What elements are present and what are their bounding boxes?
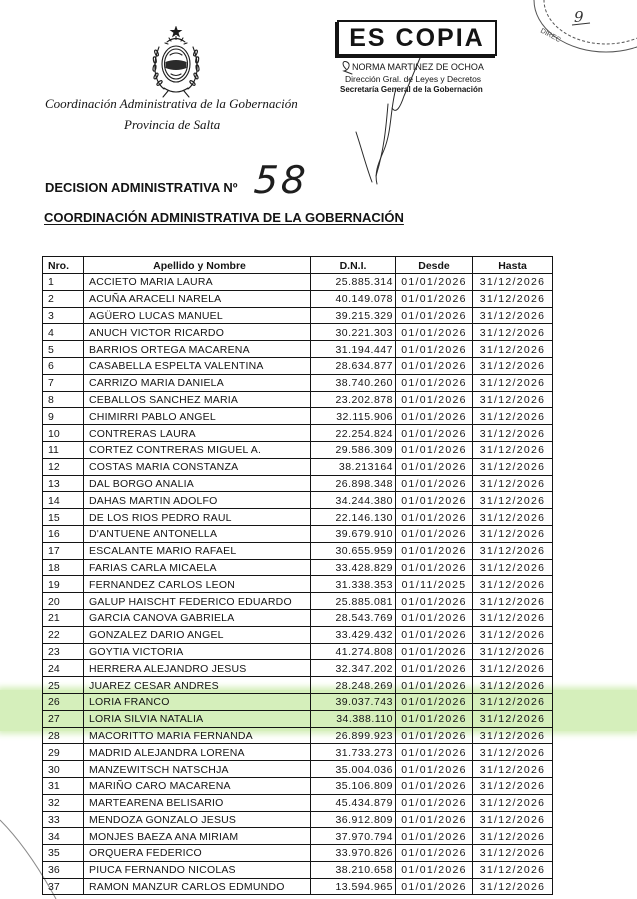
row-number: 9	[43, 408, 84, 425]
row-name: ACUÑA ARACELI NARELA	[84, 291, 311, 308]
office-name: Coordinación Administrativa de la Gobernación	[45, 96, 298, 111]
row-number: 33	[43, 812, 84, 829]
row-start-date: 01/01/2026	[396, 341, 473, 358]
row-end-date: 31/12/2026	[473, 526, 553, 543]
row-dni: 36.912.809	[311, 812, 396, 829]
row-dni: 35.106.809	[311, 778, 396, 795]
province-name: Provincia de Salta	[124, 117, 221, 132]
row-dni: 28.634.877	[311, 358, 396, 375]
row-number: 17	[43, 543, 84, 560]
row-name: PIUCA FERNANDO NICOLAS	[84, 862, 311, 879]
row-dni: 28.248.269	[311, 677, 396, 694]
row-dni: 41.274.808	[311, 644, 396, 661]
row-dni: 25.885.314	[311, 274, 396, 291]
row-name: ESCALANTE MARIO RAFAEL	[84, 543, 311, 560]
row-number: 37	[43, 879, 84, 896]
row-name: GONZALEZ DARIO ANGEL	[84, 627, 311, 644]
row-name: HERRERA ALEJANDRO JESUS	[84, 660, 311, 677]
row-start-date: 01/01/2026	[396, 425, 473, 442]
row-start-date: 01/01/2026	[396, 744, 473, 761]
page-heading: COORDINACIÓN ADMINISTRATIVA DE LA GOBERNACIÓN	[44, 210, 404, 225]
row-name: GOYTIA VICTORIA	[84, 644, 311, 661]
row-name: ANUCH VICTOR RICARDO	[84, 324, 311, 341]
row-number: 18	[43, 560, 84, 577]
row-number: 22	[43, 627, 84, 644]
row-name: AGÜERO LUCAS MANUEL	[84, 308, 311, 325]
row-dni: 38.740.260	[311, 375, 396, 392]
row-name: DAL BORGO ANALIA	[84, 476, 311, 493]
row-end-date: 31/12/2026	[473, 862, 553, 879]
row-dni: 13.594.965	[311, 879, 396, 896]
row-dni: 31.338.353	[311, 576, 396, 593]
row-end-date: 31/12/2026	[473, 543, 553, 560]
row-dni: 33.970.826	[311, 845, 396, 862]
row-name: DE LOS RIOS PEDRO RAUL	[84, 509, 311, 526]
row-end-date: 31/12/2026	[473, 660, 553, 677]
row-name: MACORITTO MARIA FERNANDA	[84, 728, 311, 745]
row-end-date: 31/12/2026	[473, 828, 553, 845]
row-end-date: 31/12/2026	[473, 761, 553, 778]
row-end-date: 31/12/2026	[473, 560, 553, 577]
row-dni: 28.543.769	[311, 610, 396, 627]
row-name: RAMON MANZUR CARLOS EDMUNDO	[84, 879, 311, 896]
row-start-date: 01/01/2026	[396, 509, 473, 526]
row-name: ORQUERA FEDERICO	[84, 845, 311, 862]
copy-stamp-department: Secretaría General de la Gobernación	[340, 85, 483, 94]
row-start-date: 01/01/2026	[396, 476, 473, 493]
row-end-date: 31/12/2026	[473, 408, 553, 425]
row-name: DAHAS MARTIN ADOLFO	[84, 492, 311, 509]
row-start-date: 01/01/2026	[396, 627, 473, 644]
row-start-date: 01/01/2026	[396, 879, 473, 896]
row-number: 21	[43, 610, 84, 627]
row-dni: 26.898.348	[311, 476, 396, 493]
row-dni: 23.202.878	[311, 392, 396, 409]
row-start-date: 01/01/2026	[396, 644, 473, 661]
row-end-date: 31/12/2026	[473, 308, 553, 325]
row-start-date: 01/01/2026	[396, 593, 473, 610]
row-start-date: 01/01/2026	[396, 677, 473, 694]
row-end-date: 31/12/2026	[473, 795, 553, 812]
row-dni: 38.210.658	[311, 862, 396, 879]
row-dni: 34.388.110	[311, 711, 396, 728]
row-end-date: 31/12/2026	[473, 778, 553, 795]
row-name: CEBALLOS SANCHEZ MARIA	[84, 392, 311, 409]
row-number: 26	[43, 694, 84, 711]
row-start-date: 01/01/2026	[396, 728, 473, 745]
row-start-date: 01/01/2026	[396, 291, 473, 308]
row-name: MONJES BAEZA ANA MIRIAM	[84, 828, 311, 845]
row-start-date: 01/01/2026	[396, 358, 473, 375]
row-dni: 34.244.380	[311, 492, 396, 509]
row-dni: 22.254.824	[311, 425, 396, 442]
row-number: 34	[43, 828, 84, 845]
row-start-date: 01/01/2026	[396, 324, 473, 341]
column-header-start: Desde	[396, 257, 473, 274]
row-number: 29	[43, 744, 84, 761]
row-dni: 29.586.309	[311, 442, 396, 459]
row-number: 16	[43, 526, 84, 543]
row-dni: 32.115.906	[311, 408, 396, 425]
row-dni: 45.434.879	[311, 795, 396, 812]
row-name: ACCIETO MARIA LAURA	[84, 274, 311, 291]
row-number: 30	[43, 761, 84, 778]
row-number: 28	[43, 728, 84, 745]
assignment-table	[42, 256, 553, 895]
row-start-date: 01/01/2026	[396, 392, 473, 409]
row-number: 24	[43, 660, 84, 677]
row-end-date: 31/12/2026	[473, 425, 553, 442]
row-dni: 33.428.829	[311, 560, 396, 577]
row-dni: 30.221.303	[311, 324, 396, 341]
folio-number: 9	[574, 8, 584, 26]
row-name: JUAREZ CESAR ANDRES	[84, 677, 311, 694]
row-name: COSTAS MARIA CONSTANZA	[84, 459, 311, 476]
row-dni: 39.037.743	[311, 694, 396, 711]
row-number: 14	[43, 492, 84, 509]
row-start-date: 01/01/2026	[396, 610, 473, 627]
row-dni: 39.215.329	[311, 308, 396, 325]
row-name: CONTRERAS LAURA	[84, 425, 311, 442]
row-dni: 30.655.959	[311, 543, 396, 560]
row-end-date: 31/12/2026	[473, 610, 553, 627]
row-end-date: 31/12/2026	[473, 711, 553, 728]
row-number: 36	[43, 862, 84, 879]
row-dni: 31.733.273	[311, 744, 396, 761]
row-number: 35	[43, 845, 84, 862]
column-header-end: Hasta	[473, 257, 553, 274]
row-number: 23	[43, 644, 84, 661]
decision-number: 58	[252, 158, 310, 202]
row-start-date: 01/01/2026	[396, 660, 473, 677]
row-start-date: 01/01/2026	[396, 274, 473, 291]
row-number: 32	[43, 795, 84, 812]
row-name: LORIA SILVIA NATALIA	[84, 711, 311, 728]
row-dni: 22.146.130	[311, 509, 396, 526]
row-start-date: 01/01/2026	[396, 795, 473, 812]
row-start-date: 01/01/2026	[396, 778, 473, 795]
row-dni: 35.004.036	[311, 761, 396, 778]
column-header-dni: D.N.I.	[311, 257, 396, 274]
row-start-date: 01/01/2026	[396, 828, 473, 845]
row-number: 27	[43, 711, 84, 728]
row-number: 2	[43, 291, 84, 308]
row-start-date: 01/01/2026	[396, 694, 473, 711]
row-number: 6	[43, 358, 84, 375]
row-dni: 39.679.910	[311, 526, 396, 543]
row-number: 13	[43, 476, 84, 493]
row-start-date: 01/01/2026	[396, 442, 473, 459]
row-number: 3	[43, 308, 84, 325]
row-end-date: 31/12/2026	[473, 476, 553, 493]
row-end-date: 31/12/2026	[473, 627, 553, 644]
row-dni: 37.970.794	[311, 828, 396, 845]
row-start-date: 01/01/2026	[396, 761, 473, 778]
row-end-date: 31/12/2026	[473, 644, 553, 661]
row-end-date: 31/12/2026	[473, 677, 553, 694]
row-number: 8	[43, 392, 84, 409]
row-number: 7	[43, 375, 84, 392]
copy-stamp-office: Dirección Gral. de Leyes y Decretos	[345, 74, 482, 84]
row-dni: 32.347.202	[311, 660, 396, 677]
row-end-date: 31/12/2026	[473, 879, 553, 896]
row-name: BARRIOS ORTEGA MACARENA	[84, 341, 311, 358]
row-dni: 38.213164	[311, 459, 396, 476]
row-end-date: 31/12/2026	[473, 576, 553, 593]
row-end-date: 31/12/2026	[473, 492, 553, 509]
row-end-date: 31/12/2026	[473, 291, 553, 308]
row-end-date: 31/12/2026	[473, 728, 553, 745]
row-end-date: 31/12/2026	[473, 744, 553, 761]
row-number: 31	[43, 778, 84, 795]
row-number: 20	[43, 593, 84, 610]
row-number: 19	[43, 576, 84, 593]
row-name: MARIÑO CARO MACARENA	[84, 778, 311, 795]
row-name: CHIMIRRI PABLO ANGEL	[84, 408, 311, 425]
row-start-date: 01/01/2026	[396, 845, 473, 862]
row-end-date: 31/12/2026	[473, 593, 553, 610]
decision-title: DECISION ADMINISTRATIVA Nº	[45, 180, 238, 195]
row-number: 1	[43, 274, 84, 291]
row-name: FERNANDEZ CARLOS LEON	[84, 576, 311, 593]
row-end-date: 31/12/2026	[473, 459, 553, 476]
row-name: MANZEWITSCH NATSCHJA	[84, 761, 311, 778]
row-start-date: 01/01/2026	[396, 408, 473, 425]
column-header-number: Nro.	[43, 257, 84, 274]
row-start-date: 01/01/2026	[396, 862, 473, 879]
row-number: 10	[43, 425, 84, 442]
row-end-date: 31/12/2026	[473, 509, 553, 526]
row-end-date: 31/12/2026	[473, 392, 553, 409]
row-name: CORTEZ CONTRERAS MIGUEL A.	[84, 442, 311, 459]
row-start-date: 01/01/2026	[396, 459, 473, 476]
row-start-date: 01/01/2026	[396, 711, 473, 728]
row-start-date: 01/01/2026	[396, 308, 473, 325]
row-name: GALUP HAISCHT FEDERICO EDUARDO	[84, 593, 311, 610]
row-end-date: 31/12/2026	[473, 375, 553, 392]
column-header-name: Apellido y Nombre	[84, 257, 311, 274]
row-name: CASABELLA ESPELTA VALENTINA	[84, 358, 311, 375]
row-number: 11	[43, 442, 84, 459]
copy-stamp-signer: NORMA MARTINEZ DE OCHOA	[352, 62, 484, 72]
row-start-date: 01/01/2026	[396, 375, 473, 392]
row-end-date: 31/12/2026	[473, 341, 553, 358]
row-name: MADRID ALEJANDRA LORENA	[84, 744, 311, 761]
row-name: MARTEARENA BELISARIO	[84, 795, 311, 812]
row-end-date: 31/12/2026	[473, 442, 553, 459]
row-name: D'ANTUENE ANTONELLA	[84, 526, 311, 543]
row-end-date: 31/12/2026	[473, 324, 553, 341]
row-start-date: 01/01/2026	[396, 560, 473, 577]
row-number: 25	[43, 677, 84, 694]
row-name: MENDOZA GONZALO JESUS	[84, 812, 311, 829]
copy-stamp: ES COPIA	[337, 20, 497, 56]
row-dni: 33.429.432	[311, 627, 396, 644]
row-name: GARCIA CANOVA GABRIELA	[84, 610, 311, 627]
row-number: 15	[43, 509, 84, 526]
row-number: 4	[43, 324, 84, 341]
row-start-date: 01/01/2026	[396, 543, 473, 560]
row-dni: 26.899.923	[311, 728, 396, 745]
row-end-date: 31/12/2026	[473, 694, 553, 711]
row-name: CARRIZO MARIA DANIELA	[84, 375, 311, 392]
row-end-date: 31/12/2026	[473, 274, 553, 291]
row-end-date: 31/12/2026	[473, 358, 553, 375]
row-end-date: 31/12/2026	[473, 812, 553, 829]
row-start-date: 01/01/2026	[396, 526, 473, 543]
row-start-date: 01/01/2026	[396, 492, 473, 509]
folio-stamp-label: DIREC	[539, 27, 562, 44]
row-start-date: 01/11/2025	[396, 576, 473, 593]
row-number: 5	[43, 341, 84, 358]
row-dni: 25.885.081	[311, 593, 396, 610]
row-name: LORIA FRANCO	[84, 694, 311, 711]
row-end-date: 31/12/2026	[473, 845, 553, 862]
row-dni: 40.149.078	[311, 291, 396, 308]
row-number: 12	[43, 459, 84, 476]
row-name: FARIAS CARLA MICAELA	[84, 560, 311, 577]
row-dni: 31.194.447	[311, 341, 396, 358]
row-start-date: 01/01/2026	[396, 812, 473, 829]
signature-scribble	[0, 0, 637, 240]
